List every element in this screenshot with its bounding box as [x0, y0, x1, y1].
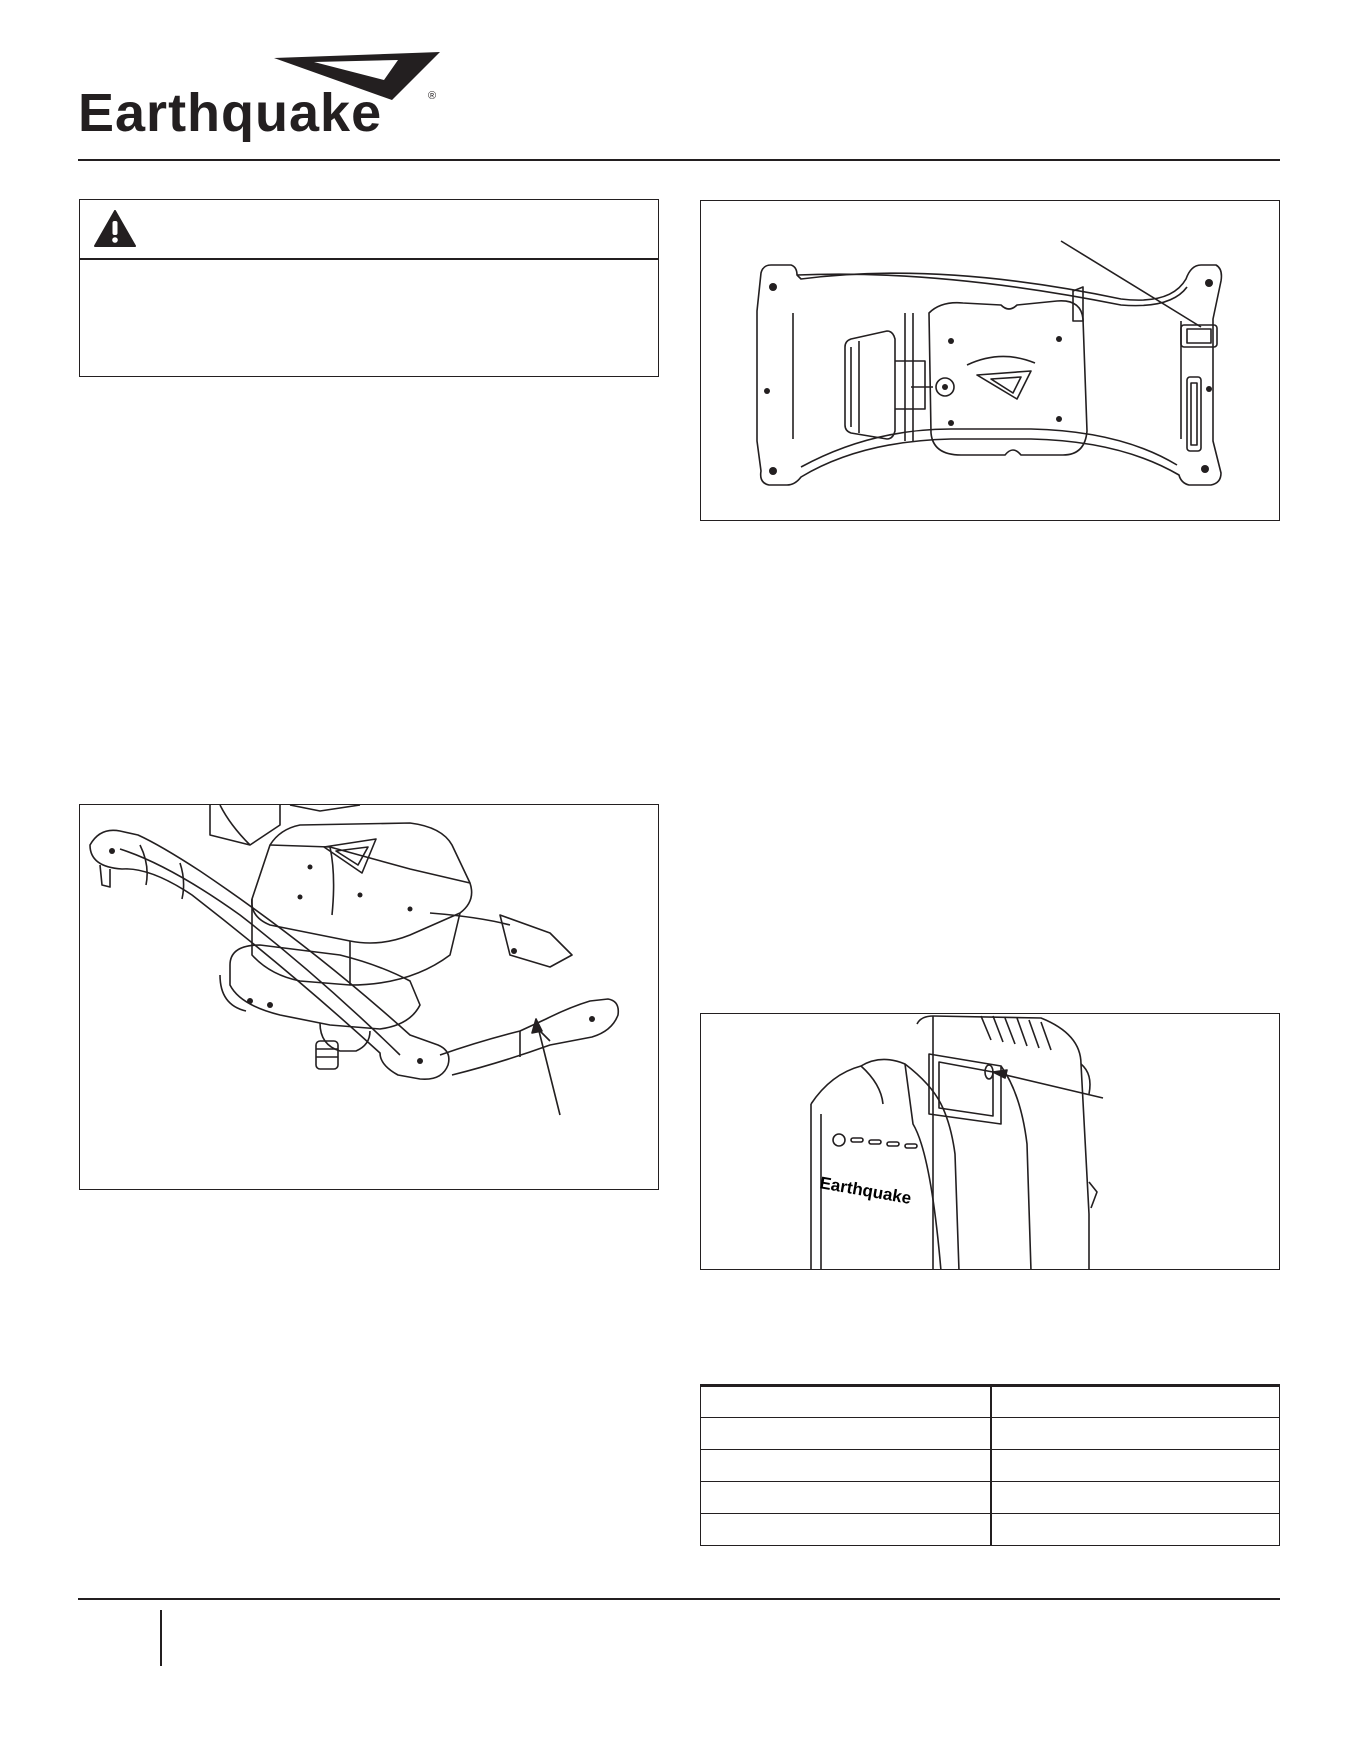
table-cell — [991, 1418, 1280, 1450]
table-cell — [991, 1450, 1280, 1482]
frame-top-view-drawing — [701, 201, 1280, 521]
table-cell — [991, 1386, 1280, 1418]
warning-header — [80, 200, 658, 260]
spec-table — [700, 1384, 1280, 1546]
table-row — [701, 1418, 1280, 1450]
table-row — [701, 1514, 1280, 1546]
header-rule — [78, 159, 1280, 161]
figure-frame-top-view — [700, 200, 1280, 521]
battery-brand-label: Earthquake — [818, 1173, 913, 1209]
footer-divider — [160, 1610, 162, 1666]
frame-isometric-drawing — [80, 805, 659, 1190]
table-cell — [991, 1482, 1280, 1514]
footer-rule — [78, 1598, 1280, 1600]
registered-mark: ® — [428, 90, 437, 102]
brand-wordmark: Earthquake — [78, 83, 383, 143]
table-cell — [991, 1514, 1280, 1546]
figure-frame-isometric — [79, 804, 659, 1190]
warning-box — [79, 199, 659, 377]
table-cell — [701, 1386, 991, 1418]
table-row — [701, 1386, 1280, 1418]
battery-pack-drawing — [701, 1014, 1280, 1270]
table-cell — [701, 1514, 991, 1546]
table-cell — [701, 1418, 991, 1450]
table-row — [701, 1450, 1280, 1482]
brand-logo — [78, 52, 440, 152]
warning-triangle-icon — [94, 210, 136, 248]
figure-battery-pack — [700, 1013, 1280, 1270]
table-cell — [701, 1450, 991, 1482]
table-cell — [701, 1482, 991, 1514]
table-row — [701, 1482, 1280, 1514]
